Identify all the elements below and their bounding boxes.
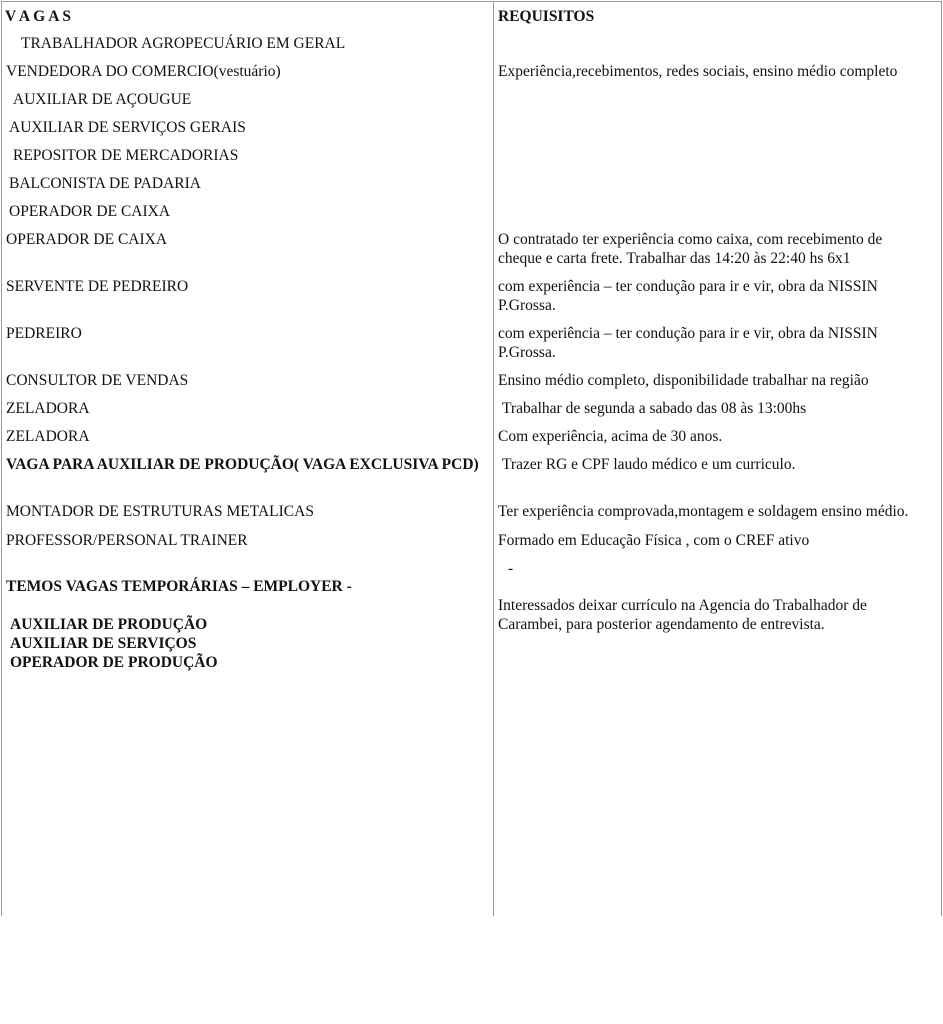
req-auxiliar-producao-pcd: Trazer RG e CPF laudo médico e um curriculo.: [502, 456, 796, 473]
req-zeladora-2: Com experiência, acima de 30 anos.: [498, 428, 723, 445]
req-pedreiro: com experiência – ter condução para ir e vir, obra da NISSIN P.Grossa.: [498, 325, 878, 361]
temporarias-instructions: Interessados deixar currículo na Agencia do Trabalhador de Carambei, para posterior agendamento de entrevista.: [498, 597, 867, 633]
header-requisitos: REQUISITOS: [498, 8, 595, 25]
req-zeladora-1: Trabalhar de segunda a sabado das 08 às 13:00hs: [502, 400, 807, 417]
vaga-operador-caixa-1: OPERADOR DE CAIXA: [9, 203, 171, 220]
vaga-servente-pedreiro: SERVENTE DE PEDREIRO: [6, 278, 189, 295]
vaga-pedreiro: PEDREIRO: [6, 325, 82, 342]
temporaria-item-operador-producao: OPERADOR DE PRODUÇÃO: [10, 654, 218, 671]
vaga-montador-estruturas: MONTADOR DE ESTRUTURAS METALICAS: [6, 503, 314, 520]
vaga-professor-personal: PROFESSOR/PERSONAL TRAINER: [6, 532, 248, 549]
temporaria-item-auxiliar-servicos: AUXILIAR DE SERVIÇOS: [10, 635, 197, 652]
req-professor-personal: Formado em Educação Física , com o CREF ativo: [498, 532, 810, 549]
vaga-operador-caixa-2: OPERADOR DE CAIXA: [6, 231, 168, 248]
req-consultor-vendas: Ensino médio completo, disponibilidade trabalhar na região: [498, 372, 869, 389]
vaga-trabalhador-agropecuario: TRABALHADOR AGROPECUÁRIO EM GERAL: [21, 35, 346, 52]
req-vendedora-comercio: Experiência,recebimentos, redes sociais, ensino médio completo: [498, 63, 898, 80]
req-operador-caixa-2: O contratado ter experiência como caixa, com recebimento de cheque e carta frete. Trabalhar das 14:20 às 22:40 hs 6x1: [498, 231, 883, 267]
temporaria-item-auxiliar-producao: AUXILIAR DE PRODUÇÃO: [10, 616, 208, 633]
header-vagas: V A G A S: [5, 8, 72, 25]
column-divider: [493, 1, 494, 916]
vaga-auxiliar-servicos-gerais: AUXILIAR DE SERVIÇOS GERAIS: [9, 119, 246, 136]
req-servente-pedreiro: com experiência – ter condução para ir e vir, obra da NISSIN P.Grossa.: [498, 278, 878, 314]
vaga-consultor-vendas: CONSULTOR DE VENDAS: [6, 372, 189, 389]
vaga-balconista-padaria: BALCONISTA DE PADARIA: [9, 175, 201, 192]
vaga-vendedora-comercio: VENDEDORA DO COMERCIO(vestuário): [6, 63, 281, 80]
vaga-zeladora-2: ZELADORA: [6, 428, 90, 445]
temporarias-dash: -: [508, 560, 514, 577]
vaga-zeladora-1: ZELADORA: [6, 400, 90, 417]
req-montador-estruturas: Ter experiência comprovada,montagem e soldagem ensino médio.: [498, 503, 909, 520]
temporarias-title: TEMOS VAGAS TEMPORÁRIAS – EMPLOYER -: [6, 578, 352, 595]
vaga-auxiliar-producao-pcd: VAGA PARA AUXILIAR DE PRODUÇÃO( VAGA EXCLUSIVA PCD): [6, 456, 479, 473]
vaga-repositor-mercadorias: REPOSITOR DE MERCADORIAS: [13, 147, 239, 164]
vaga-auxiliar-acougue: AUXILIAR DE AÇOUGUE: [13, 91, 192, 108]
